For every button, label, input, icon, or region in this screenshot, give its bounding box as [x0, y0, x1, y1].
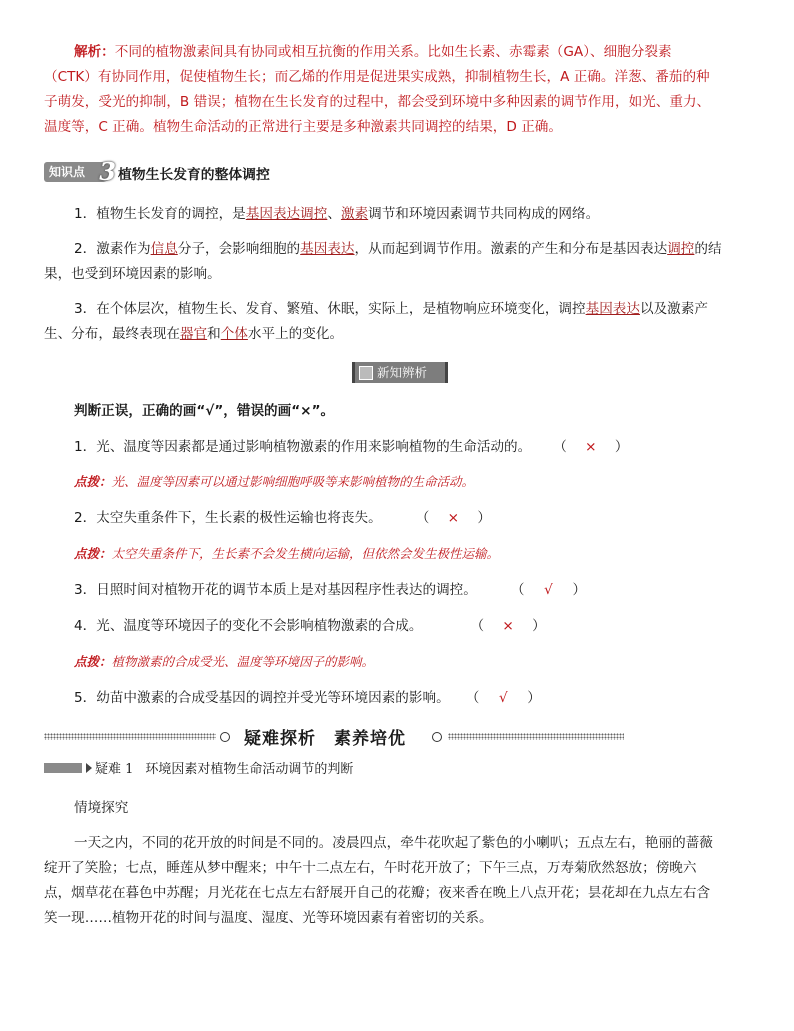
kp-p2-answer-2: 基因表达	[300, 241, 355, 257]
item-2-mark: ×	[447, 510, 459, 526]
kp-p2-text-a: 2．激素作为	[74, 241, 151, 257]
context-heading: 情境探究	[74, 800, 129, 816]
kp-p1-text-c: 调节和环境因素调节共同构成的网络。	[368, 206, 600, 222]
kp-paragraph-2-line-2: 果，也受到环境因素的影响。	[44, 266, 221, 282]
new-knowledge-badge	[352, 362, 448, 383]
knowledge-point-badge	[44, 157, 116, 186]
judgement-item-3	[74, 580, 586, 600]
item-1-paren-open: （	[553, 439, 567, 455]
section-ornament-right	[432, 732, 442, 742]
item-4-mark: ×	[502, 618, 514, 634]
judgement-instruction: 判断正误，正确的画“√”，错误的画“×”。	[74, 403, 335, 419]
kp-p3-answer-2: 器官	[179, 326, 208, 342]
item-5-paren-close: ）	[527, 690, 541, 706]
context-line-3: 点，烟草花在暮色中苏醒；月光花在七点左右舒展开自己的花瓣；夜来香在晚上八点开花；昙花却在九点左右含	[44, 885, 711, 901]
knowledge-point-badge-number: 3	[99, 157, 116, 186]
item-1-text: 1．光、温度等因素都是通过影响植物激素的作用来影响植物的生命活动的。	[74, 439, 532, 455]
item-2-hint-text: 太空失重条件下，生长素不会发生横向运输，但依然会发生极性运输。	[111, 546, 500, 561]
section-header	[44, 724, 624, 750]
kp-p3-text-d: 和	[207, 326, 221, 342]
section-ornament-left	[220, 732, 230, 742]
section-title: 疑难探析 素养培优	[244, 729, 406, 749]
analysis-label: 解析：	[74, 44, 115, 60]
section-dots-right	[448, 733, 624, 740]
item-2-text: 2．太空失重条件下，生长素的极性运输也将丧失。	[74, 510, 382, 526]
item-1-mark: ×	[585, 439, 597, 455]
kp-p1-answer-1: 基因表达调控	[245, 206, 328, 222]
kp-paragraph-3-line-1	[74, 299, 708, 319]
analysis-line-3: 子萌发，受光的抑制，B 错误；植物在生长发育的过程中，都会受到环境中多种因素的调节作用，如光、重力、	[44, 94, 711, 110]
kp-p3-answer-3: 个体	[220, 326, 248, 342]
analysis-text-1: 不同的植物激素间具有协同或相互抗衡的作用关系。比如生长素、赤霉素（GA）、细胞分裂素	[114, 44, 672, 60]
kp-p2-text-d: 的结	[694, 241, 722, 257]
kp-p3-text-c: 生、分布，最终表现在	[44, 326, 180, 342]
item-3-paren-open: （	[510, 582, 525, 598]
item-3-paren-close: ）	[572, 582, 587, 598]
difficulty-bar-icon	[44, 763, 82, 773]
item-4-paren-open: （	[470, 618, 485, 634]
kp-p2-text-b: 分子，会影响细胞的	[177, 241, 301, 257]
analysis-line-2: （CTK）有协同作用，促使植物生长；而乙烯的作用是促进果实成熟，抑制植物生长，A 正确。洋葱、番茄的种	[44, 69, 710, 85]
difficulty-heading	[95, 760, 353, 780]
kp-p2-answer-1: 信息	[150, 241, 178, 257]
kp-p1-answer-2: 激素	[340, 206, 369, 222]
difficulty-title: 环境因素对植物生命活动调节的判断	[145, 762, 354, 777]
item-5-paren-open: （	[465, 690, 480, 706]
context-line-2: 绽开了笑脸；七点，睡莲从梦中醒来；中午十二点左右，午时花开放了；下午三点，万寿菊欣然怒放；傍晚六	[44, 860, 697, 876]
kp-p2-text-c: ，从而起到调节作用。激素的产生和分布是基因表达	[354, 241, 668, 257]
kp-p3-text-a: 3．在个体层次，植物生长、发育、繁殖、休眠，实际上，是植物响应环境变化，调控	[74, 301, 586, 317]
analysis-line-4: 温度等，C 正确。植物生命活动的正常进行主要是多种激素共同调控的结果，D 正确。	[44, 119, 562, 135]
item-5-text: 5．幼苗中激素的合成受基因的调控并受光等环境因素的影响。	[74, 690, 450, 706]
judgement-item-5	[74, 688, 541, 708]
kp-p1-text-b: 、	[327, 206, 341, 222]
difficulty-arrow-icon	[86, 763, 92, 773]
judgement-item-2	[74, 508, 491, 528]
item-1-paren-close: ）	[614, 439, 629, 455]
knowledge-point-title: 植物生长发育的整体调控	[118, 167, 270, 183]
section-dots-left	[44, 733, 216, 740]
analysis-line-1	[74, 42, 672, 62]
item-4-paren-close: ）	[532, 618, 546, 634]
item-2-hint-label: 点拨：	[74, 546, 112, 561]
item-2-hint	[74, 544, 499, 564]
item-4-hint-label: 点拨：	[74, 654, 112, 669]
context-line-4: 笑一现……植物开花的时间与温度、湿度、光等环境因素有着密切的关系。	[44, 910, 493, 926]
new-knowledge-badge-label: 新知辨析	[377, 365, 428, 380]
item-1-hint-text: 光、温度等因素可以通过影响细胞呼吸等来影响植物的生命活动。	[111, 474, 475, 489]
item-4-hint-text: 植物激素的合成受光、温度等环境因子的影响。	[111, 654, 375, 669]
kp-p3-text-e: 水平上的变化。	[247, 326, 344, 342]
item-5-mark: √	[498, 690, 508, 706]
kp-paragraph-3-line-2	[44, 324, 343, 344]
difficulty-label: 疑难 1	[95, 762, 134, 777]
knowledge-point-badge-text: 知识点	[49, 165, 86, 179]
judgement-item-1	[74, 437, 628, 457]
context-line-1: 一天之内，不同的花开放的时间是不同的。凌晨四点，牵牛花吹起了紫色的小喇叭；五点左右，艳丽的蔷薇	[74, 835, 713, 851]
kp-p2-answer-3: 调控	[667, 241, 695, 257]
kp-p3-text-b: 以及激素产	[640, 301, 708, 317]
kp-p3-answer-1: 基因表达	[585, 301, 640, 317]
item-4-hint	[74, 652, 374, 672]
item-4-text: 4．光、温度等环境因子的变化不会影响植物激素的合成。	[74, 618, 423, 634]
item-3-text: 3．日照时间对植物开花的调节本质上是对基因程序性表达的调控。	[74, 582, 477, 598]
judgement-item-4	[74, 616, 546, 636]
item-1-hint-label: 点拨：	[74, 474, 112, 489]
item-2-paren-close: ）	[477, 510, 491, 526]
kp-paragraph-2-line-1	[74, 239, 722, 259]
kp-p1-text-a: 1．植物生长发育的调控，是	[74, 206, 246, 222]
item-3-mark: √	[544, 582, 553, 598]
item-1-hint	[74, 472, 474, 492]
kp-paragraph-1	[74, 204, 599, 224]
item-2-paren-open: （	[415, 510, 430, 526]
checklist-icon	[359, 366, 373, 380]
